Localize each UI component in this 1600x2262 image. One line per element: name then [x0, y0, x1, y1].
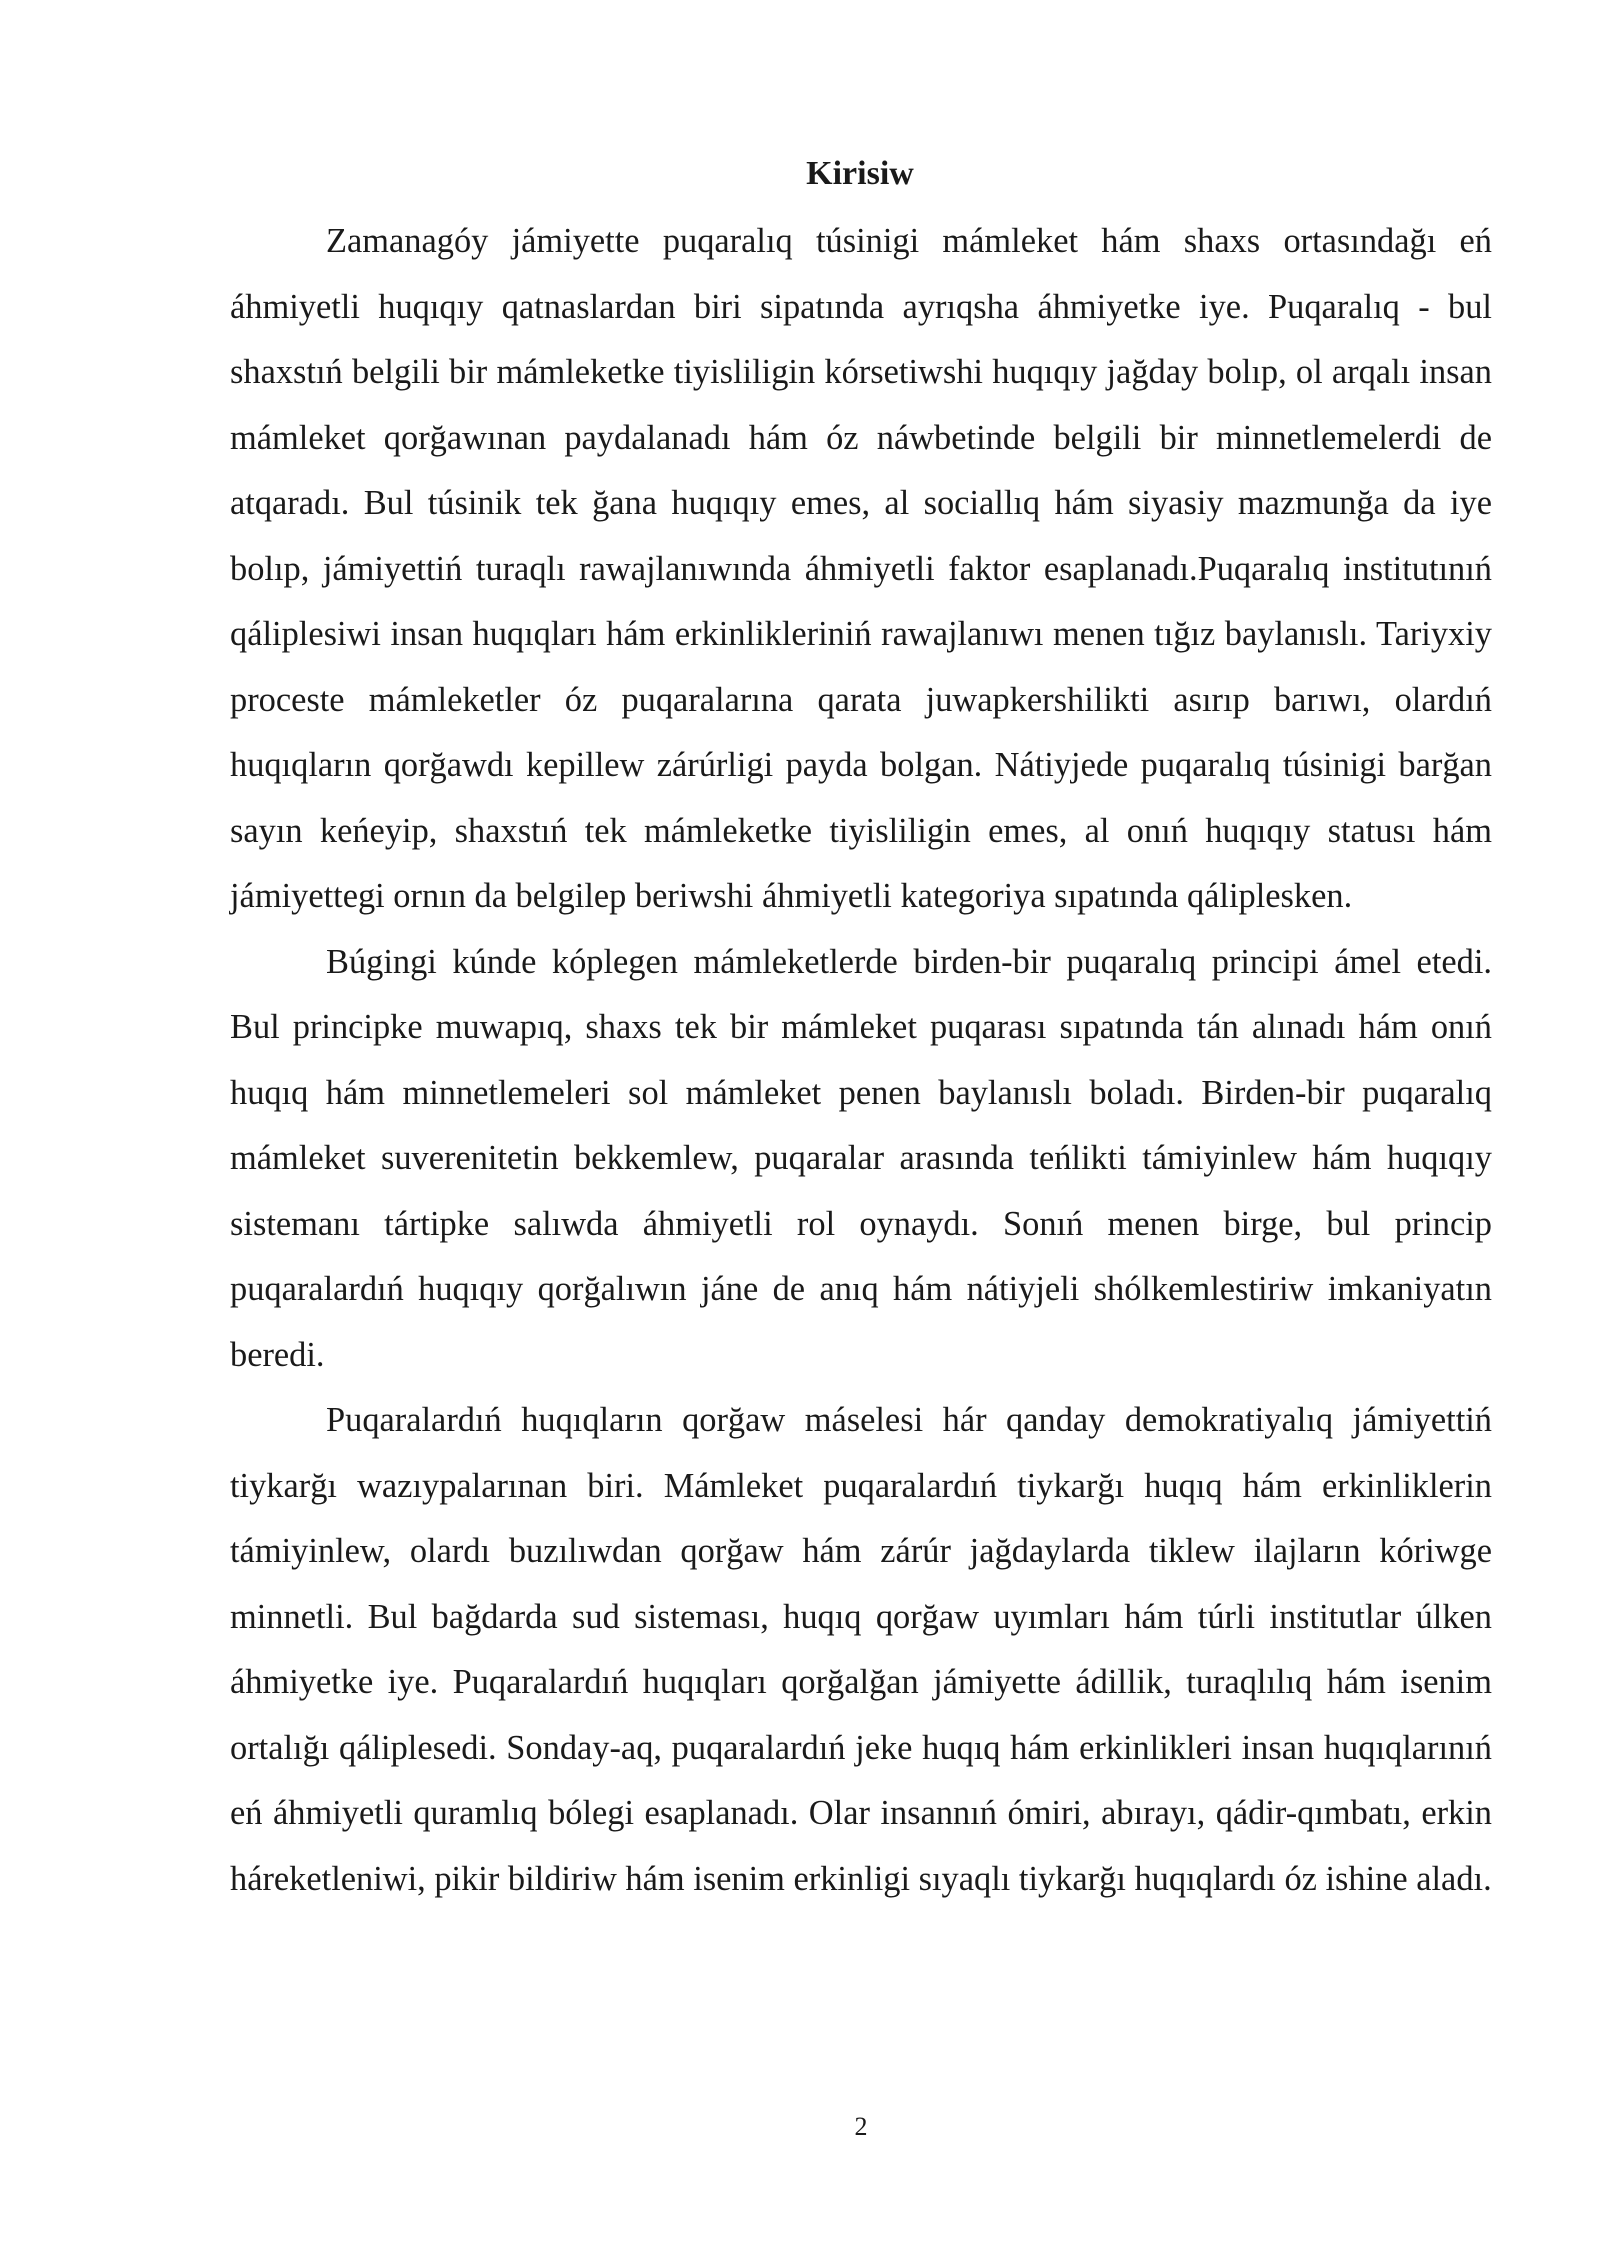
- page-number: 2: [854, 2112, 868, 2141]
- paragraph-2: Búgingi kúnde kóplegen mámleketlerde birden-bir puqaralıq principi ámel etedi. Bul principke muwapıq, shaxs tek bir mámleket puqarası sıpatında tán alınadı hám onıń huqıq hám minnetlemeleri sol mámleket penen baylanıslı boladı. Birden-bir puqaralıq mámleket suverenitetin bekkemlew, puqaralar arasında teńlikti támiyinlew hám huqıqıy sistemanı tártipke salıwda áhmiyetli rol oynaydı. Sonıń menen birge, bul princip puqaralardıń huqıqıy qorğalıwın jáne de anıq hám nátiyjeli shólkemlestiriw imkaniyatın beredi.: [230, 942, 1492, 1374]
- paragraph-1: Zamanagóy jámiyette puqaralıq túsinigi mámleket hám shaxs ortasındağı eń áhmiyetli huqıqıy qatnaslardan biri sipatında ayrıqsha áhmiyetke iye. Puqaralıq - bul shaxstıń belgili bir mámleketke tiyisliligin kórsetiwshi huqıqıy jağday bolıp, ol arqalı insan mámleket qorğawınan paydalanadı hám óz náwbetinde belgili bir minnetlemelerdi de atqaradı. Bul túsinik tek ğana huqıqıy emes, al sociallıq hám siyasiy mazmunğa da iye bolıp, jámiyettiń turaqlı rawajlanıwında áhmiyetli faktor esaplanadı.Puqaralıq institutınıń qáliplesiwi insan huqıqları hám erkinlikleriniń rawajlanıwı menen tığız baylanıslı. Tariyxiy proceste mámleketler óz puqaralarına qarata juwapkershilikti asırıp barıwı, olardıń huqıqların qorğawdı kepillew zárúrligi payda bolgan. Nátiyjede puqaralıq túsinigi barğan sayın keńeyip, shaxstıń tek mámleketke tiyisliligin emes, al onıń huqıqıy statusı hám jámiyettegi ornın da belgilep beriwshi áhmiyetli kategoriya sıpatında qáliplesken.: [230, 222, 1492, 915]
- paragraph-3: Puqaralardıń huqıqların qorğaw máselesi hár qanday demokratiyalıq jámiyettiń tiykarğı wazıypalarınan biri. Mámleket puqaralardıń tiykarğı huqıq hám erkinliklerin támiyinlew, olardı buzılıwdan qorğaw hám zárúr jağdaylarda tiklew ilajların kóriwge minnetli. Bul bağdarda sud sisteması, huqıq qorğaw uyımları hám túrli institutlar úlken áhmiyetke iye. Puqaralardıń huqıqları qorğalğan jámiyette ádillik, turaqlılıq hám isenim ortalığı qáliplesedi. Sonday-aq, puqaralardıń jeke huqıq hám erkinlikleri insan huqıqlarınıń eń áhmiyetli quramlıq bólegi esaplanadı. Olar insannıń ómiri, abırayı, qádir-qımbatı, erkin háreketleniwi, pikir bildiriw hám isenim erkinligi sıyaqlı tiykarğı huqıqlardı óz ishine aladı.: [230, 1401, 1492, 1898]
- document-body: [230, 209, 1492, 1912]
- document-heading: Kirisiw: [806, 155, 914, 192]
